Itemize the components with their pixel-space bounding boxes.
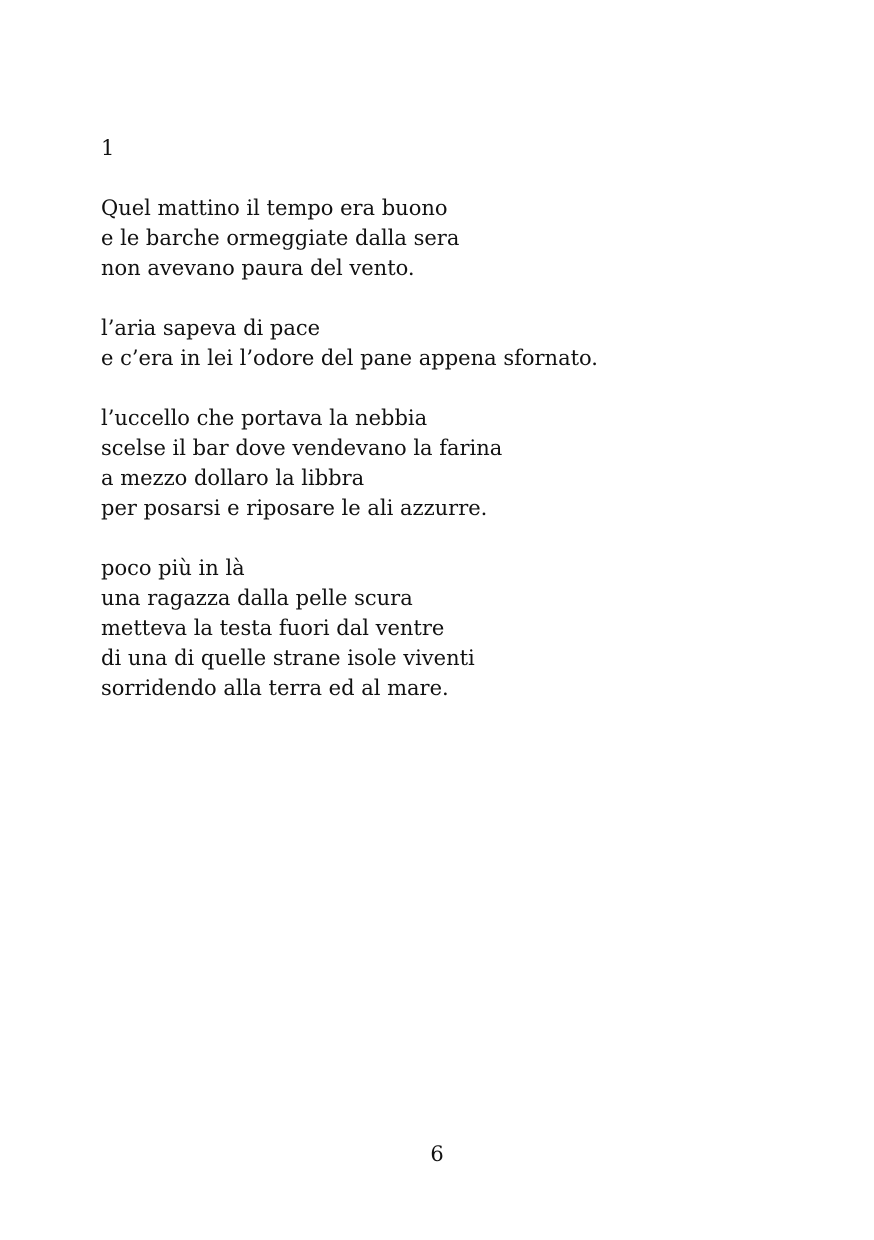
poem-line: metteva la testa fuori dal ventre xyxy=(101,616,445,640)
stanza-2 xyxy=(101,313,801,373)
stanza-3 xyxy=(101,403,801,523)
stanza-4 xyxy=(101,553,801,703)
poem-line: poco più in là xyxy=(101,556,245,580)
poem-line: Quel mattino il tempo era buono xyxy=(101,196,448,220)
page-number: 6 xyxy=(430,1142,444,1166)
poem-line: una ragazza dalla pelle scura xyxy=(101,586,413,610)
poem-line: l’aria sapeva di pace xyxy=(101,316,321,340)
stanza-1 xyxy=(101,193,801,283)
poem-number: 1 xyxy=(101,136,115,160)
poem-line: sorridendo alla terra ed al mare. xyxy=(101,676,449,700)
poem-line: a mezzo dollaro la libbra xyxy=(101,466,365,490)
poem-line: non avevano paura del vento. xyxy=(101,256,415,280)
poem-body xyxy=(101,193,801,733)
poem-line: per posarsi e riposare le ali azzurre. xyxy=(101,496,488,520)
poem-line: e le barche ormeggiate dalla sera xyxy=(101,226,460,250)
poem-line: l’uccello che portava la nebbia xyxy=(101,406,428,430)
poem-line: e c’era in lei l’odore del pane appena sfornato. xyxy=(101,346,598,370)
poem-line: di una di quelle strane isole viventi xyxy=(101,646,475,670)
poem-line: scelse il bar dove vendevano la farina xyxy=(101,436,503,460)
